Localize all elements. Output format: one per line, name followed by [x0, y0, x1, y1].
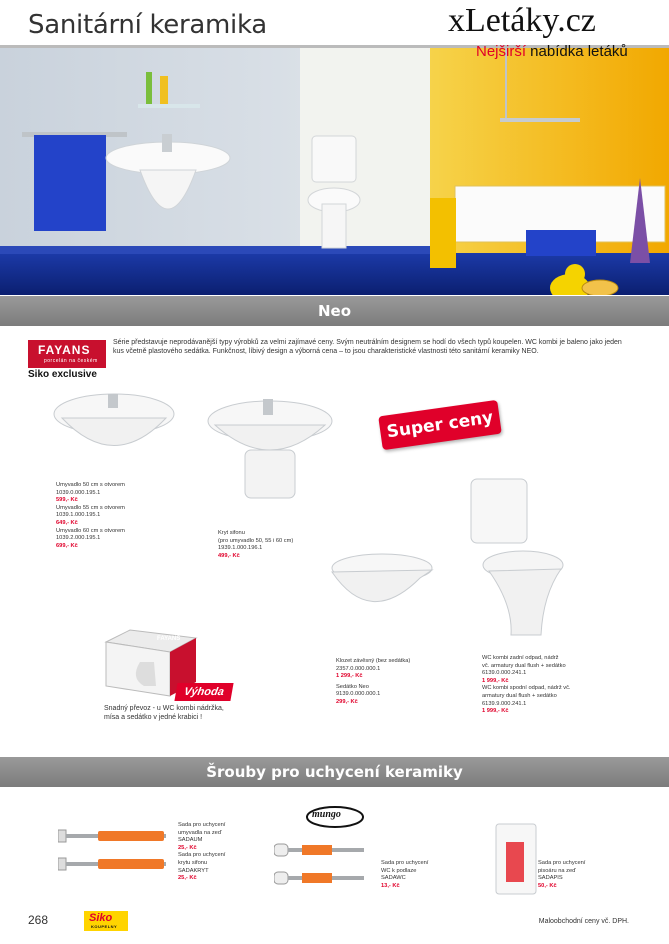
wc-kombi-image — [463, 475, 568, 645]
product-label: Klozet závěsný (bez sedátka) 2357.0.000.000.1 1 299,- Kč Sedátko Neo 9139.0.000.000.1 299,- Kč — [336, 658, 411, 705]
screw-set-image — [58, 826, 170, 876]
page-title: Sanitární keramika — [28, 10, 267, 40]
product-label: Umyvadlo 50 cm s otvorem 1039.0.000.195.1 599,- Kč Umyvadlo 55 cm s otvorem 1039.1.000.195.1 649,- Kč Umyvadlo 60 cm s otvorem 1039.2.000.195.1 699,- Kč — [56, 482, 125, 549]
section-title: Neo — [317, 302, 352, 320]
advantage-note: Snadný převoz - u WC kombi nádržka, mísa a sedátko v jedné krabici ! — [104, 705, 224, 721]
hero-bathroom-image — [0, 48, 669, 295]
product-label: Sada pro uchycení pisoáru na zeď SADAPIS 50,- Kč — [538, 860, 586, 889]
wall-toilet-image — [320, 548, 435, 623]
brand-tagline: Nejširší nabídka letáků — [476, 43, 628, 60]
page-number: 268 — [28, 913, 49, 927]
product-label: WC kombi zadní odpad, nádrž vč. armatury dual flush + sedátko 6139.0.000.241.1 1 999,- Kč WC kombi spodní odpad, nádrž vč. armatury dual flush + sedátko 6139.9.000.241.1 1 999,- Kč — [482, 655, 571, 715]
section-header-screws — [0, 757, 669, 787]
page-header — [0, 0, 669, 48]
wc-screw-set-image — [274, 842, 369, 890]
section-title: Šrouby pro uchycení keramiky — [206, 763, 463, 781]
intro-text: Série představuje neprodávanější typy výrobků za velmi zajímavé ceny. Svým neutrálním designem se hodí do všech typů koupelen. WC kombi je baleno jako jeden kus včetně plastového sedátka. Funkčnost, líbivý design a výborná cena – to jsou charakteristické vlastnosti této sanitární keramiky NEO. — [113, 339, 622, 355]
mungo-logo: mungo — [304, 801, 366, 829]
box-label: FAYANS — [157, 636, 181, 642]
washbasin-image — [52, 388, 177, 458]
super-prices-badge: Super ceny — [378, 400, 502, 450]
brand-logo[interactable]: xLetáky.cz — [448, 2, 596, 39]
advantage-badge: Výhoda — [174, 683, 233, 701]
product-label: Sada pro uchycení WC k podlaze SADAWC 13,- Kč — [381, 860, 429, 889]
washbasin-with-pedestal-image — [205, 395, 335, 505]
product-label: Sada pro uchycení umyvadla na zeď SADAUM 25,- Kč Sada pro uchycení krytu sifonu SADAKRYT 25,- Kč — [178, 822, 226, 882]
fayans-logo: FAYANS porcelán na českém — [28, 340, 106, 368]
product-label: Kryt sifonu (pro umyvadlo 50, 55 i 60 cm) 1939.1.000.196.1 499,- Kč — [218, 530, 294, 559]
price-note: Maloobchodní ceny vč. DPH. — [538, 918, 629, 925]
section-header-neo — [0, 296, 669, 326]
siko-exclusive-label: Siko exclusive — [28, 369, 97, 380]
siko-logo: Siko KOUPELNY — [84, 911, 128, 931]
urinal-screw-set-image — [494, 820, 539, 896]
